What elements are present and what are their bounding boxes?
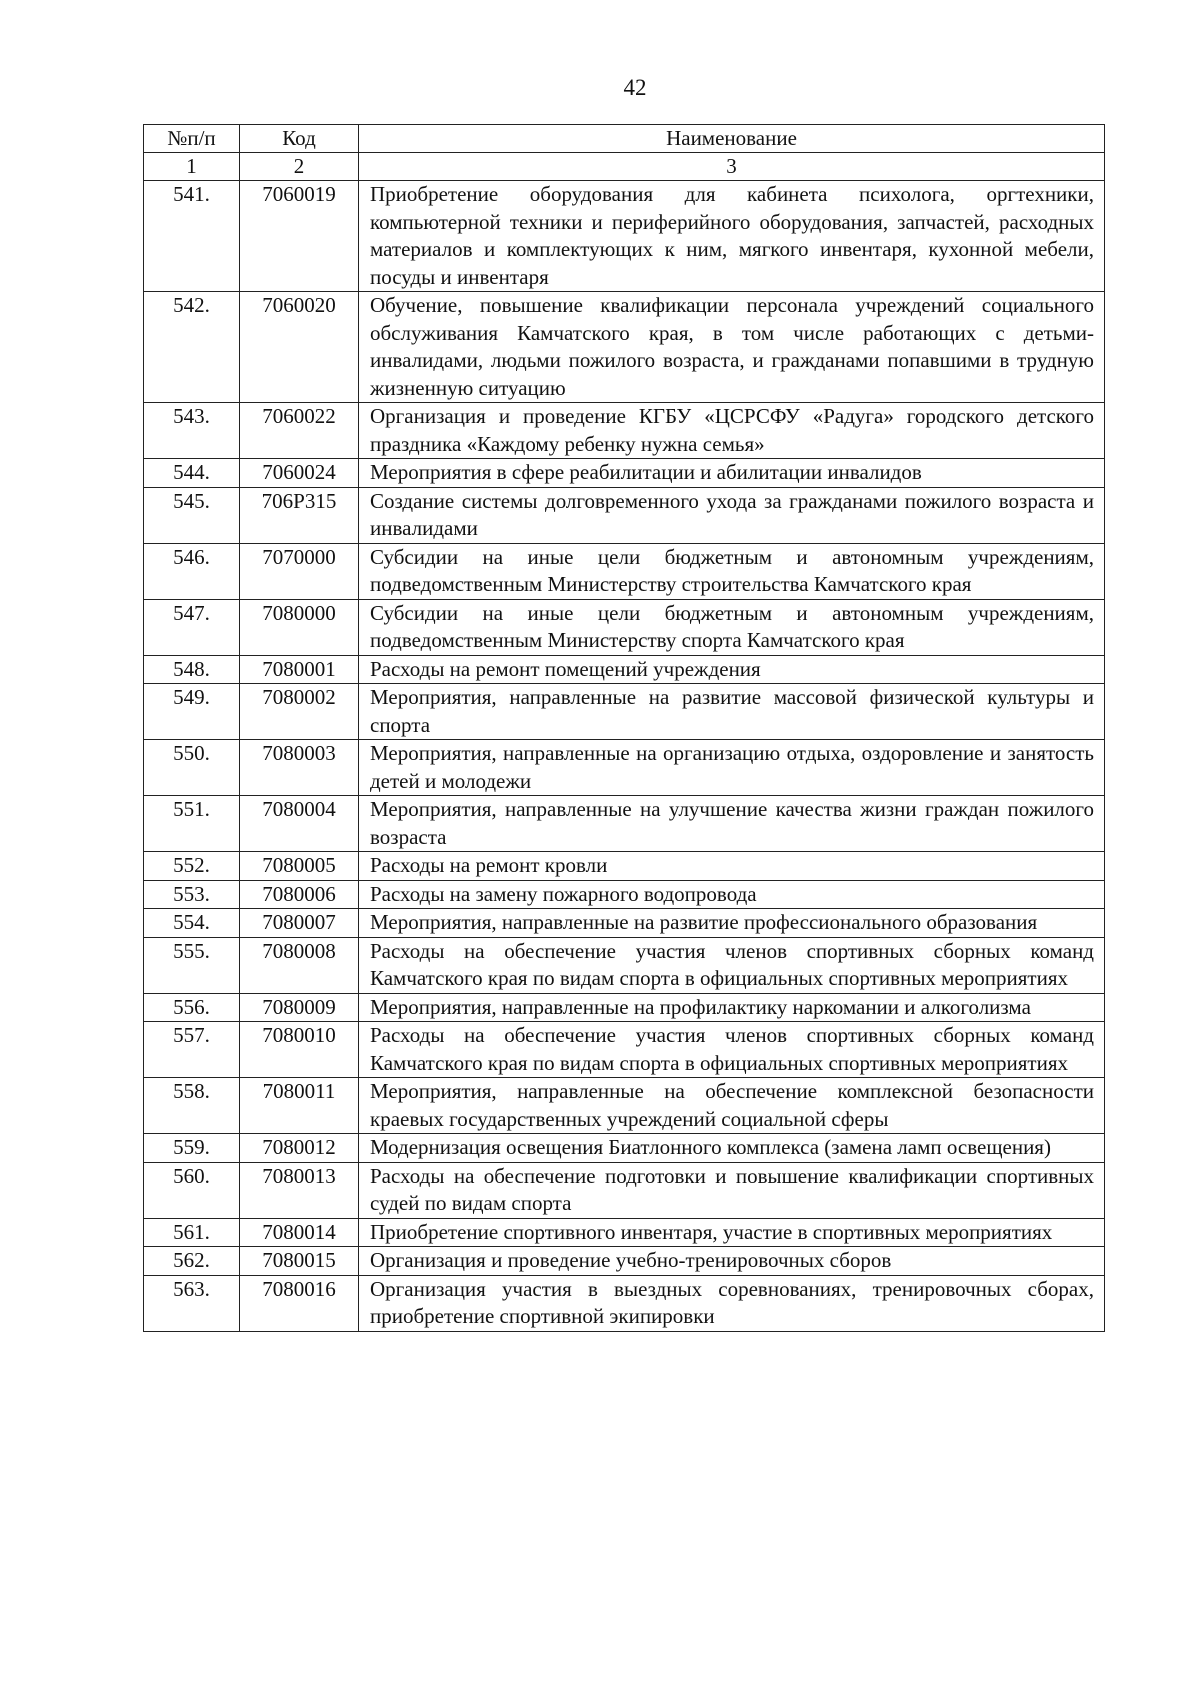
table-row [144,1078,1105,1134]
row-number: 541. [144,181,240,292]
table-row [144,880,1105,909]
row-code: 7080011 [240,1078,359,1134]
row-code: 7080009 [240,993,359,1022]
row-number: 563. [144,1275,240,1331]
row-name: Организация и проведение учебно-тренировочных сборов [359,1247,1105,1276]
row-number: 552. [144,852,240,881]
table-row [144,655,1105,684]
row-number: 557. [144,1022,240,1078]
column-index-row [144,153,1105,181]
table-row [144,740,1105,796]
row-code: 7080012 [240,1134,359,1163]
row-name: Субсидии на иные цели бюджетным и автономным учреждениям, подведомственным Министерству спорта Камчатского края [359,599,1105,655]
row-name: Приобретение оборудования для кабинета психолога, оргтехники, компьютерной техники и периферийного оборудования, запчастей, расходных материалов и комплектующих к ним, мягкого инвентаря, кухонной мебели, посуды и инвентаря [359,181,1105,292]
row-name: Организация и проведение КГБУ «ЦСРСФУ «Радуга» городского детского праздника «Каждому ребенку нужна семья» [359,403,1105,459]
row-code: 706P315 [240,487,359,543]
table-row [144,1162,1105,1218]
row-code: 7080004 [240,796,359,852]
table-row [144,599,1105,655]
row-name: Создание системы долговременного ухода за гражданами пожилого возраста и инвалидами [359,487,1105,543]
row-name: Мероприятия, направленные на развитие профессионального образования [359,909,1105,938]
table-row [144,909,1105,938]
row-number: 554. [144,909,240,938]
row-name: Приобретение спортивного инвентаря, участие в спортивных мероприятиях [359,1218,1105,1247]
table-row [144,1134,1105,1163]
row-code: 7080007 [240,909,359,938]
table-row [144,487,1105,543]
row-number: 546. [144,543,240,599]
row-number: 542. [144,292,240,403]
row-number: 559. [144,1134,240,1163]
table-row [144,796,1105,852]
table-row [144,181,1105,292]
header-name: Наименование [359,125,1105,153]
header-code: Код [240,125,359,153]
column-index-3: 3 [359,153,1105,181]
row-number: 548. [144,655,240,684]
row-code: 7080002 [240,684,359,740]
row-code: 7060024 [240,459,359,488]
row-code: 7080001 [240,655,359,684]
row-code: 7080003 [240,740,359,796]
row-number: 543. [144,403,240,459]
row-number: 562. [144,1247,240,1276]
row-number: 550. [144,740,240,796]
header-row [144,125,1105,153]
row-code: 7070000 [240,543,359,599]
table-body [144,181,1105,1332]
row-name: Обучение, повышение квалификации персонала учреждений социального обслуживания Камчатского края, в том числе работающих с детьми-инвалидами, людьми пожилого возраста, и гражданами попавшими в трудную жизненную ситуацию [359,292,1105,403]
table-row [144,1218,1105,1247]
row-name: Модернизация освещения Биатлонного комплекса (замена ламп освещения) [359,1134,1105,1163]
row-name: Мероприятия, направленные на развитие массовой физической культуры и спорта [359,684,1105,740]
row-number: 556. [144,993,240,1022]
page-number: 42 [623,75,647,100]
column-index-1: 1 [144,153,240,181]
row-name: Расходы на обеспечение участия членов спортивных сборных команд Камчатского края по видам спорта в официальных спортивных мероприятиях [359,937,1105,993]
row-code: 7080015 [240,1247,359,1276]
row-number: 544. [144,459,240,488]
table-row [144,937,1105,993]
row-code: 7080006 [240,880,359,909]
row-code: 7060019 [240,181,359,292]
row-number: 545. [144,487,240,543]
column-index-2: 2 [240,153,359,181]
row-name: Мероприятия, направленные на профилактику наркомании и алкоголизма [359,993,1105,1022]
row-number: 551. [144,796,240,852]
row-number: 547. [144,599,240,655]
table-row [144,292,1105,403]
row-name: Мероприятия в сфере реабилитации и абилитации инвалидов [359,459,1105,488]
row-number: 555. [144,937,240,993]
row-number: 561. [144,1218,240,1247]
row-name: Расходы на обеспечение подготовки и повышение квалификации спортивных судей по видам спорта [359,1162,1105,1218]
row-code: 7080008 [240,937,359,993]
table-row [144,403,1105,459]
row-code: 7080013 [240,1162,359,1218]
row-name: Организация участия в выездных соревнованиях, тренировочных сборах, приобретение спортивной экипировки [359,1275,1105,1331]
row-code: 7080016 [240,1275,359,1331]
table-row [144,993,1105,1022]
row-name: Мероприятия, направленные на организацию отдыха, оздоровление и занятость детей и молодежи [359,740,1105,796]
table-row [144,1022,1105,1078]
table-row [144,459,1105,488]
row-code: 7080010 [240,1022,359,1078]
row-number: 553. [144,880,240,909]
row-code: 7080000 [240,599,359,655]
row-name: Мероприятия, направленные на обеспечение комплексной безопасности краевых государственных учреждений социальной сферы [359,1078,1105,1134]
header-num: №п/п [144,125,240,153]
row-name: Расходы на обеспечение участия членов спортивных сборных команд Камчатского края по видам спорта в официальных спортивных мероприятиях [359,1022,1105,1078]
table-row [144,1247,1105,1276]
row-code: 7060020 [240,292,359,403]
row-code: 7080014 [240,1218,359,1247]
row-number: 560. [144,1162,240,1218]
classification-table [143,124,1105,1332]
table-row [144,543,1105,599]
row-name: Мероприятия, направленные на улучшение качества жизни граждан пожилого возраста [359,796,1105,852]
row-name: Расходы на ремонт кровли [359,852,1105,881]
row-code: 7080005 [240,852,359,881]
row-name: Расходы на ремонт помещений учреждения [359,655,1105,684]
table-row [144,852,1105,881]
row-code: 7060022 [240,403,359,459]
table-row [144,1275,1105,1331]
table-row [144,684,1105,740]
row-number: 549. [144,684,240,740]
row-name: Субсидии на иные цели бюджетным и автономным учреждениям, подведомственным Министерству строительства Камчатского края [359,543,1105,599]
row-name: Расходы на замену пожарного водопровода [359,880,1105,909]
row-number: 558. [144,1078,240,1134]
